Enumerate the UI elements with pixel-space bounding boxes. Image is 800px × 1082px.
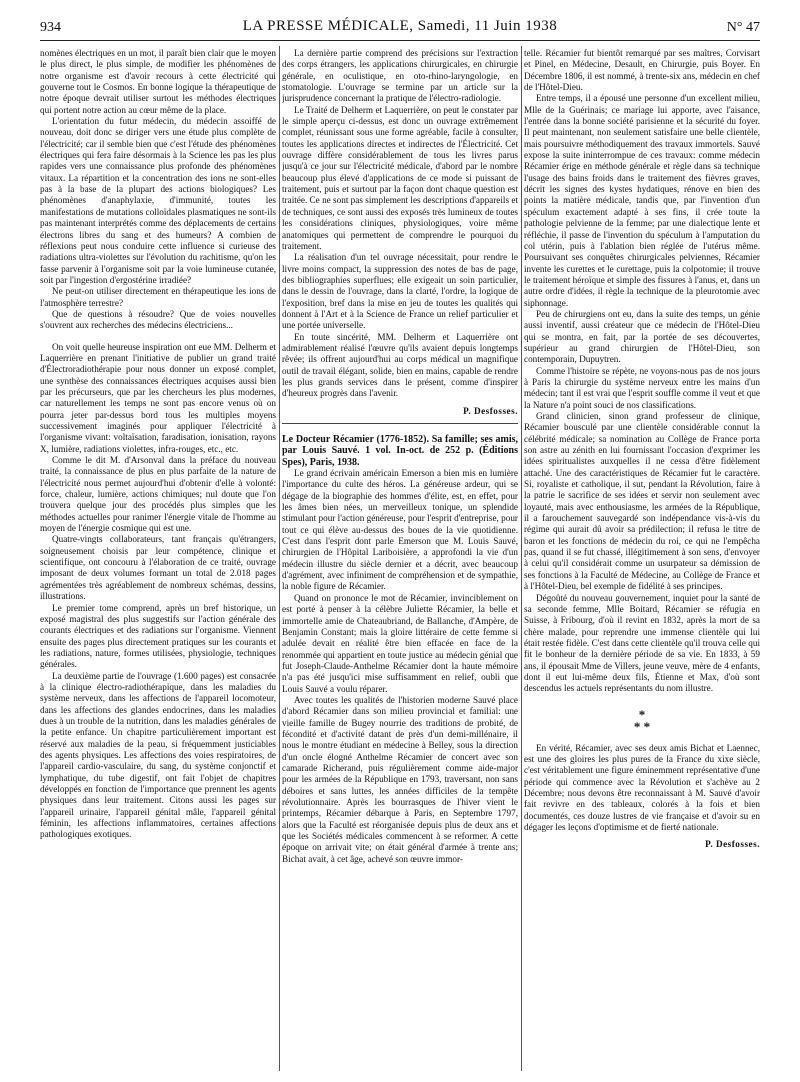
column-2 — [282, 48, 518, 1068]
paragraph: Dégoûté du nouveau gouvernement, inquiet pour la santé de sa seconde femme, Mlle Boitard, Récamier se réfugia en Suisse, à Fribourg, d'où il revint en 1832, après la mort de sa chère malade, pour reprendre une immense clientèle qui lui était restée fidèle. C'est dans cette clientèle qu'il trouva celle qui fit le bonheur de la dernière période de sa vie. En 1833, à 59 ans, il épousait Mme de Villers, jeune veuve, mère de 4 enfants, dont il eut lui-même deux fils, Étienne et Max, d'où sont descendus les actuels représentants du nom illustre. — [524, 592, 760, 694]
column-1 — [40, 48, 276, 1068]
paragraph: On voit quelle heureuse inspiration ont eue MM. Delherm et Laquerrière en prenant l'initiative de publier un grand traité d'Électroradiothérapie pour nous donner un exposé complet, une synthèse des connaissances électriques acquises aussi bien par les précurseurs, que par les chercheurs les plus modernes, car naturellement les temps ne sont pas encore venus où on pourra jeter par-dessus bord tous les multiples moyens successivement imaginés pour appliquer l'électricité à l'organisme vivant: voltaïsation, faradisation, ionisation, rayons X, lumière, radiations violettes, infra-rouges, etc., etc. — [40, 341, 276, 454]
paragraph: Ne peut-on utiliser directement en thérapeutique les ions de l'atmosphère terrestre? — [40, 286, 276, 308]
signature: P. Desfosses. — [463, 405, 518, 416]
paragraph: Quand on prononce le mot de Récamier, invinciblement on est porté à penser à la célèbre Juliette Récamier, la belle et immortelle amie de Chateaubriand, de Ballanche, d'Ampère, de Benjamin Constant; mais la gloire littéraire de cette femme si adulée devait en réalité être bien effacée en face de la renommée qui appartient en toute justice au médecin génial que fut Joseph-Claude-Anthelme Récamier dont la haute mémoire n'a pas été jusqu'ici mise suffisamment en relief, oubli que Louis Sauvé a voulu réparer. — [282, 592, 518, 694]
paragraph: telle. Récamier fut bientôt remarqué par ses maîtres, Corvisart et Pinel, en Médecine, Desault, en Chirurgie, puis Boyer. En Décembre 1806, il est nommé, à trente-six ans, médecin en chef de l'Hôtel-Dieu. — [524, 48, 760, 93]
paragraph: En toute sincérité, MM. Delherm et Laquerrière ont admirablement réalisé l'œuvre qu'ils avaient depuis longtemps rêvée; ils offrent aujourd'hui au corps médical un magnifique outil de travail élégant, solide, bien en mains, capable de rendre les plus grands services dans le présent, comme d'inspirer d'heureux progrès dans l'avenir. — [282, 331, 518, 399]
paragraph: Quatre-vingts collaborateurs, tant français qu'étrangers, soigneusement choisis par leur compétence, clinique et scientifique, ont concouru à l'élaboration de ce traité, ouvrage imposant de deux volumes formant un total de 2.018 pages agrémentées très agréablement de nombreux schémas, dessins, illustrations. — [40, 534, 276, 602]
paragraph: Peu de chirurgiens ont eu, dans la suite des temps, un génie aussi inventif, aussi créateur que ce médecin de l'Hôtel-Dieu qui se montra, en fait, par la portée de ses découvertes, supérieur au grand chirurgien de l'Hôtel-Dieu, son contemporain, Dupuytren. — [524, 308, 760, 365]
page-number: 934 — [40, 20, 61, 35]
review-title: Le Docteur Récamier (1776-1852). Sa famille; ses amis, par Louis Sauvé. 1 vol. In-oct. de 252 p. (Éditions Spes), Paris, 1938. — [282, 434, 518, 468]
paragraph: Comme le dit M. d'Arsonval dans la préface du nouveau traité, la connaissance de plus en plus parfaite de la nature de l'électricité nous permet aujourd'hui d'obtenir d'elle à volonté: force, chaleur, lumière, actions chimiques; nul doute que l'on trouvera quelque jour des procédés plus simples que les méthodes actuelles pour ranimer l'énergie vitale de l'homme au moyen de l'énergie cosmique qui est une. — [40, 455, 276, 534]
section-separator-stars: * * * — [633, 706, 651, 734]
paragraph: nomènes électriques en un mot, il paraît bien clair que le moyen le plus direct, le plus simple, de modifier les phénomènes de notre organisme est d'avoir recours à cette électricité qui gouverne tout le Cosmos. En bonne logique la thérapeutique de notre époque devrait utiliser surtout les méthodes électriques qui portent notre action au cœur même de la place. — [40, 48, 276, 115]
paragraph: Le Traité de Delherm et Laquerrière, on peut le constater par le simple aperçu ci-dessus, est donc un ouvrage extrêmement complet, réunissant sous une forme agréable, facile à consulter, toutes les applications directes et indirectes de l'Électricité. Cet ouvrage diffère considérablement de tous les livres parus jusqu'à ce jour sur l'électricité médicale, d'abord par le nombre beaucoup plus élevé d'applications de ce mode si puissant de traitement, puis et surtout par la façon dont chaque question est traitée. Ce ne sont pas simplement les descriptions d'appareils et de techniques, ce sont aussi des exposés très lumineux de toutes les considérations cliniques, physiologiques, voire même anatomiques qui permettent de comprendre le pourquoi du traitement. — [282, 104, 518, 251]
section-rule — [282, 423, 518, 424]
column-divider — [521, 46, 522, 1071]
paragraph: En vérité, Récamier, avec ses deux amis Bichat et Laennec, est une des gloires les plus pures de la France du xixe siècle, c'est véritablement une figure éminemment représentative d'une période qui commence avec la Révolution et s'achève au 2 Décembre; nous devons être reconnaissant à M. Sauvé d'avoir fait revivre en des tableaux, colorés à la fois et bien documentés, ces douze lustres de vie française et d'avoir su en dégager les leçons d'optimisme et de fierté nationale. — [524, 742, 760, 832]
signature: P. Desfosses. — [705, 839, 760, 850]
paragraph: La réalisation d'un tel ouvrage nécessitait, pour rendre le livre moins compact, la suppression des notes de bas de page, des bibliographies superflues; elle exigeait un soin particulier, dans le dessin de l'ouvrage, dans la clarté, l'ordre, la logique de l'exposition, bref dans la mise en jeu de toutes les qualités qui donnent à l'Art et à la Science de France un relief particulier et une portée universelle. — [282, 252, 518, 331]
paragraph: L'orientation du futur médecin, du médecin assoiffé de nouveau, doit donc se diriger vers une étude plus complète de l'électricité; car il semble bien que c'est l'étude des phénomènes électriques qui fera faire désormais à la Science les pas les plus rapides vers une connaissance plus profonde des phénomènes vitaux. La répartition et la concentration des ions ne sont-elles pas à la base de la plupart des actions biologiques? Les phénomènes d'anaphylaxie, d'immunité, toutes les manifestations de mutations colloïdales plasmatiques ne sont-ils pas maintenant interprétés comme des déplacements de certains électrons libres du sang et des humeurs? A combien de réflexions peut nous conduire cette influence si curieuse des radiations ultra-violettes sur l'évolution du rachitisme, qu'on les fasse parvenir à l'organisme soit par la voie lumineuse cutanée, soit par l'ingestion d'ergostérine irradiée? — [40, 116, 276, 285]
column-divider — [279, 46, 280, 1071]
column-3 — [524, 48, 760, 1068]
journal-title: LA PRESSE MÉDICALE, Samedi, 11 Juin 1938 — [242, 18, 558, 34]
page-header — [40, 18, 760, 46]
paragraph: Avec toutes les qualités de l'historien moderne Sauvé place d'abord Récamier dans son milieu provincial et familial: une vieille famille de Bugey nourrie des traditions de probité, de fécondité et d'activité datant de près d'un demi-millénaire, il nous le montre étudiant en médecine à Belley, sous la direction d'un oncle élogné Anthelme Récamier de concert avec son camarade Richerand, puis régulièrement comme aide-major pour les armées de la République en 1793, traversant, non sans déboires et sans luttes, les années difficiles de la tempête révolutionnaire. Après les bourrasques de l'hiver vient le printemps, Récamier débarque à Paris, en Septembre 1797, alors que la Faculté est réorganisée depuis plus de deux ans et que les Sociétés médicales commencent à se reformer. A cette époque on arrivait vite; on était général d'armée à trente ans; Bichat avait, à cet âge, achevé son œuvre immor- — [282, 694, 518, 864]
paragraph: Grand clinicien, sinon grand professeur de clinique, Récamier bousculé par une clientèle considérable connut la célébrité médicale; sa nomination au Collège de France porta son astre au zénith en lui fournissant l'occasion d'exprimer les idées spiritualistes auxquelles il ne cessa d'être fidèlement attaché. Une des caractéristiques de Récamier fut le caractère. Si, royaliste et catholique, il sut, pendant la Révolution, faire à la patrie le sacrifice de ses idées et servir non seulement avec loyauté, mais avec enthousiasme, les armées de la République, il a farouchement sauvegardé son indépendance vis-à-vis du régime qui aurait dû avoir sa prédilection; il refusa le titre de baron et les fonctions de médecin du roi, ce qui ne l'empêcha pas, quand il se fut chassé, illégitimement à son sens, d'envoyer à celui qu'il considérait comme un usurpateur sa démission de ses fonctions à la Faculté de Médecine, au Collège de France et à l'Hôtel-Dieu, bel exemple de fidélité à ses principes. — [524, 411, 760, 592]
paragraph: La deuxième partie de l'ouvrage (1.600 pages) est consacrée à la clinique électro-radiothérapique, dans les maladies du système nerveux, dans les affections de l'appareil locomoteur, dans les affections des glandes endocrines, dans les maladies dues à un trouble de la nutrition, dans les maladies générales de la petite enfance. Un chapitre particulièrement important est réservé aux maladies de la peau, si fréquemment justiciables des agents physiques. Les affections des voies respiratoires, de l'appareil cardio-vasculaire, du sang, du système conjonctif et lymphatique, du tube digestif, ont fait l'objet de chapitres développés en fonction de l'importance que prennent les agents physiques dans leur traitement. Citons aussi les pages sur l'appareil urinaire, l'appareil génital mâle, l'appareil génital féminin, les affections inflammatoires, certaines affections pathologiques exotiques. — [40, 670, 276, 840]
paragraph: Le grand écrivain américain Emerson a bien mis en lumière l'importance du culte des héros. La généreuse ardeur, qui se dégage de la biographie des hommes d'élite, est, en effet, pour les âmes bien nées, un merveilleux tonique, un splendide stimulant pour l'action généreuse, pour l'esprit d'entreprise, pour tout ce qui élève au-dessus des boues de la vie quotidienne. C'est dans l'esprit dont parle Emerson que M. Louis Sauvé, chirurgien de l'Hôpital Lariboisière, a approfondi la vie d'un médecin illustre du siècle dernier et a décrit, avec beaucoup d'agrément, avec infiniment de compréhension et de sympathie, la noble figure de Récamier. — [282, 468, 518, 592]
header-rule — [40, 40, 760, 41]
paragraph: Le premier tome comprend, après un bref historique, un exposé magistral des plus suggestifs sur l'action générale des courants électriques et des radiations sur l'organisme. Viennent ensuite des pages plus directement pratiques sur les courants et les radiations, nature, formes utilisées, physiologie, techniques générales. — [40, 602, 276, 670]
paragraph: Que de questions à résoudre? Que de voies nouvelles s'ouvrent aux recherches des médecins électriciens... — [40, 308, 276, 331]
paragraph: Entre temps, il a épousé une personne d'un excellent milieu, Mlle de la Guérinais; ce mariage lui apporte, avec l'aisance, l'entrée dans la bonne société parisienne et la sécurité du foyer. Il peut maintenant, non seulement satisfaire une belle clientèle, mais poursuivre méthodiquement des travaux immortels. Sauvé expose la suite ininterrompue de ces travaux: comme médecin Récamier érige en méthode générale et règle dans sa technique l'usage des bains froids dans le traitement des fièvres graves, décrit les signes des kystes hydatiques, rénove en bien des points la matière médicale, tandis que, par l'invention d'un spéculum exactement adapté à ses fins, il crée toute la pathologie pelvienne de la femme; par une dialectique lente et réfléchie, il passe de l'invention du spéculum à l'amputation du col utérin, puis à l'ablation bien réglée de l'utérus même. Poursuivant ses conquêtes chirurgicales pelviennes, Récamier invente les curettes et le curettage, puis la colpotomie; il trouve le traitement héroïque et simple des fissures à l'anus, et, dans un autre ordre d'idées, il règle la technique de la pleurotomie avec siphonnage. — [524, 93, 760, 308]
issue-number: N° 47 — [726, 20, 760, 35]
paragraph: Comme l'histoire se répète, ne voyons-nous pas de nos jours à Paris la chirurgie du système nerveux entre les mains d'un médecin; tant il est vrai que l'esprit souffle comme il veut et que la Nature n'a point souci de nos classifications. — [524, 365, 760, 410]
paragraph: La dernière partie comprend des précisions sur l'extraction des corps étrangers, les applications chirurgicales, en chirurgie générale, en oculistique, en oto-rhino-laryngologie, en stomatologie. L'ouvrage se termine par un article sur la jurisprudence concernant la pratique de l'électro-radiologie. — [282, 48, 518, 104]
